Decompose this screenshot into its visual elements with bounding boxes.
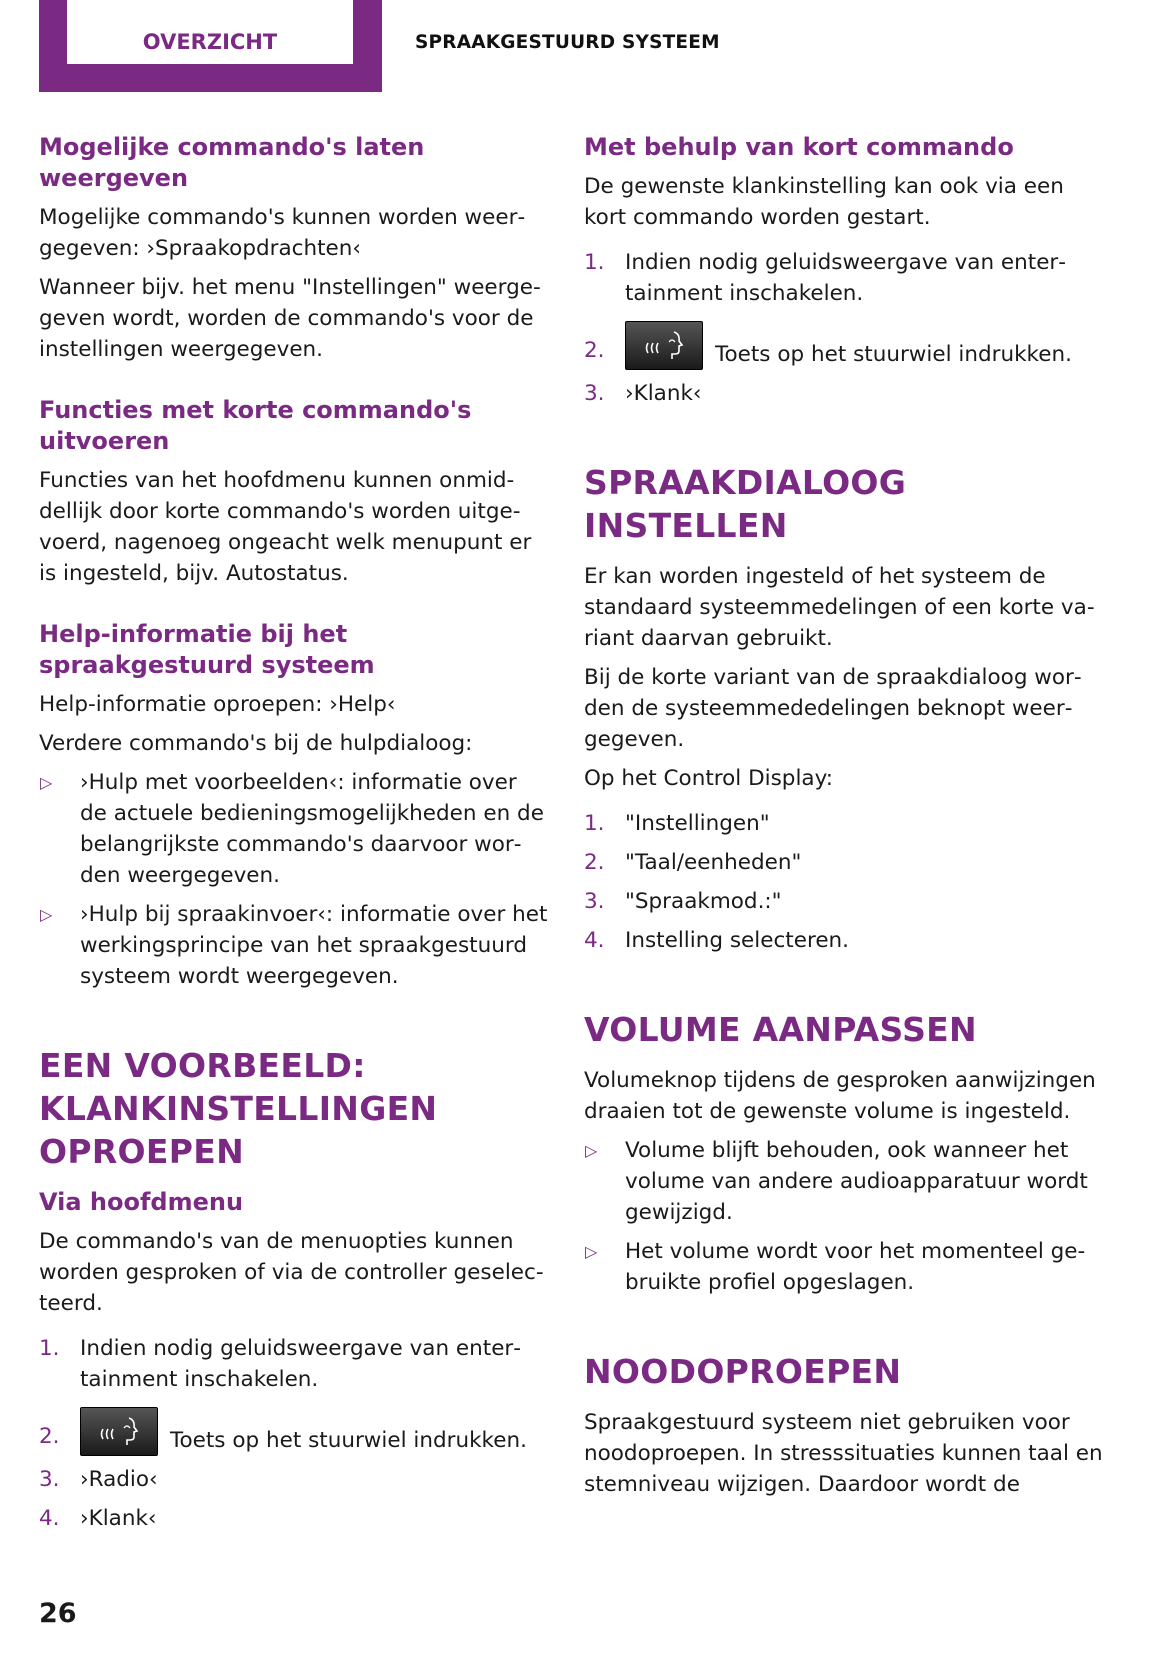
list-item	[39, 899, 549, 992]
bullet-list	[39, 767, 549, 992]
step-number: 3.	[584, 889, 605, 914]
list-item	[584, 1135, 1104, 1228]
step-text: ›Klank‹	[625, 381, 702, 406]
step-text: ›Radio‹	[80, 1467, 158, 1492]
heading-short-command: Met behulp van kort commando	[584, 133, 1014, 161]
step-text: Toets op het stuurwiel indrukken.	[715, 342, 1072, 367]
header-tab	[39, 0, 382, 92]
heading-volume: VOLUME AANPASSEN	[584, 1010, 977, 1049]
right-column	[584, 132, 1104, 1508]
list-item	[39, 1503, 549, 1534]
paragraph: De gewenste klankinstelling kan ook via een kort commando worden gestart.	[584, 174, 1064, 230]
heading-short-commands: Functies met korte commando's uitvoeren	[39, 396, 472, 455]
triangle-bullet-icon: ▷	[585, 1242, 598, 1261]
heading-help-info: Help-informatie bij het spraakgestuurd systeem	[39, 620, 375, 679]
section-title: SPRAAKGESTUURD SYSTEEM	[415, 32, 720, 53]
list-item-text: ›Hulp bij spraakinvoer‹: informatie over het werkingsprincipe van het spraakgestuurd systeem wordt weergegeven.	[80, 902, 548, 989]
voice-command-icon	[625, 321, 703, 370]
paragraph: Volumeknop tijdens de gesproken aanwijzingen draaien tot de gewenste volume is ingesteld.	[584, 1068, 1096, 1124]
list-item	[39, 1333, 549, 1395]
list-item	[39, 1464, 549, 1495]
list-item	[584, 247, 1104, 309]
tab-label: OVERZICHT	[67, 0, 353, 64]
step-number: 4.	[39, 1506, 60, 1531]
heading-voice-dialog: SPRAAKDIALOOG INSTELLEN	[584, 463, 907, 545]
step-text: "Taal/eenheden"	[625, 850, 802, 875]
step-text: Indien nodig geluidsweergave van entertainment inschakelen.	[80, 1336, 522, 1392]
step-text: Toets op het stuurwiel indrukken.	[170, 1428, 527, 1453]
step-number: 3.	[39, 1467, 60, 1492]
paragraph: Functies van het hoofdmenu kunnen onmiddellijk door korte commando's worden uitgevoerd, nagenoeg ongeacht welk menupunt er is ingesteld, bijv. Autostatus.	[39, 468, 532, 586]
list-item	[584, 1236, 1104, 1298]
step-text: "Spraakmod.:"	[625, 889, 782, 914]
numbered-list	[584, 247, 1104, 409]
numbered-list	[39, 1333, 549, 1534]
left-column	[39, 132, 549, 1542]
list-item	[584, 886, 1104, 917]
step-number: 4.	[584, 928, 605, 953]
list-item	[39, 767, 549, 891]
list-item	[39, 1407, 549, 1456]
heading-example-sound-settings: EEN VOORBEELD: KLANKINSTELLINGEN OPROEPEN	[39, 1046, 438, 1171]
list-item	[584, 925, 1104, 956]
paragraph: Bij de korte variant van de spraakdialoog worden de systeemmededelingen beknopt weergegeven.	[584, 665, 1082, 752]
list-item	[584, 321, 1104, 370]
list-item-text: Volume blijft behouden, ook wanneer het volume van andere audioapparatuur wordt gewijzigd.	[625, 1138, 1088, 1225]
paragraph: Mogelijke commando's kunnen worden weergegeven: ›Spraakopdrachten‹	[39, 205, 526, 261]
step-number: 1.	[39, 1336, 60, 1361]
step-number: 2.	[584, 850, 605, 875]
paragraph: Wanneer bijv. het menu "Instellingen" weergegeven wordt, worden de commando's voor de instellingen weergegeven.	[39, 275, 541, 362]
list-item	[584, 808, 1104, 839]
heading-possible-commands: Mogelijke commando's laten weergeven	[39, 133, 425, 192]
step-number: 1.	[584, 811, 605, 836]
triangle-bullet-icon: ▷	[40, 773, 53, 792]
paragraph: Spraakgestuurd systeem niet gebruiken voor noodoproepen. In stresssituaties kunnen taal en stemniveau wijzigen. Daardoor wordt de	[584, 1410, 1103, 1497]
step-number: 3.	[584, 381, 605, 406]
step-number: 2.	[584, 338, 605, 363]
numbered-list	[584, 808, 1104, 956]
paragraph: Verdere commando's bij de hulpdialoog:	[39, 731, 473, 756]
step-number: 1.	[584, 250, 605, 275]
list-item-text: Het volume wordt voor het momenteel gebruikte profiel opgeslagen.	[625, 1239, 1086, 1295]
step-text: Indien nodig geluidsweergave van entertainment inschakelen.	[625, 250, 1067, 306]
paragraph: De commando's van de menuopties kunnen worden gesproken of via de controller geselecteerd.	[39, 1229, 544, 1316]
step-text: ›Klank‹	[80, 1506, 157, 1531]
list-item	[584, 847, 1104, 878]
heading-via-main-menu: Via hoofdmenu	[39, 1188, 244, 1216]
paragraph: Help-informatie oproepen: ›Help‹	[39, 692, 396, 717]
step-text: "Instellingen"	[625, 811, 770, 836]
voice-command-icon	[80, 1407, 158, 1456]
triangle-bullet-icon: ▷	[585, 1141, 598, 1160]
bullet-list	[584, 1135, 1104, 1298]
triangle-bullet-icon: ▷	[40, 905, 53, 924]
paragraph: Er kan worden ingesteld of het systeem de standaard systeemmedelingen of een korte variant daarvan gebruikt.	[584, 564, 1095, 651]
list-item-text: ›Hulp met voorbeelden‹: informatie over de actuele bedieningsmogelijkheden en de belangrijkste commando's daarvoor worden weergegeven.	[80, 770, 544, 888]
step-text: Instelling selecteren.	[625, 928, 850, 953]
list-item	[584, 378, 1104, 409]
heading-emergency-calls: NOODOPROEPEN	[584, 1352, 902, 1391]
step-number: 2.	[39, 1424, 60, 1449]
paragraph: Op het Control Display:	[584, 766, 834, 791]
page-number: 26	[39, 1598, 77, 1629]
